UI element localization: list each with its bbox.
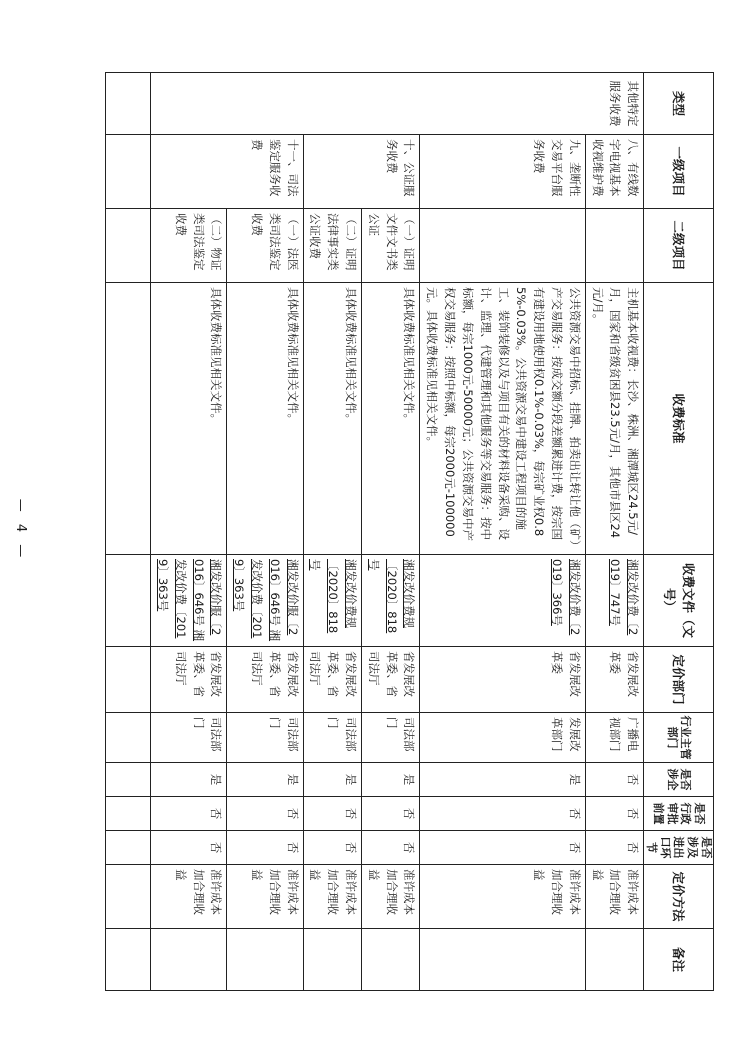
standard-cell: 主机基本收视费：长沙、株洲、湘潭城区24.5元/月，国家和省级贫困县23.5元/月，其他市县区24元/月。 — [585, 283, 643, 555]
table-row — [151, 73, 227, 991]
industry-dept-cell: 广播电视部门 — [585, 713, 643, 763]
header-level1: 一级项目 — [644, 135, 714, 209]
blank-cell — [106, 713, 151, 763]
document-cell: 湘发改价费规〔2020〕818号 — [362, 555, 420, 647]
industry-dept-cell: 发展改革部门 — [420, 713, 585, 763]
header-standard: 收费标准 — [644, 283, 714, 555]
industry-dept-cell: 司法部门 — [151, 713, 227, 763]
remark-cell — [362, 929, 420, 991]
document-cell: 湘发改价费规〔2020〕818号 — [303, 555, 361, 647]
blank-cell — [106, 929, 151, 991]
type-cell: 其他特定服务收费 — [151, 73, 644, 135]
remark-cell — [151, 929, 227, 991]
pricing-dept-cell: 省发展改革委、省司法厅 — [303, 647, 361, 713]
document-cell: 湘发改价服〔2016〕646号 湘发改价费〔2019〕363号 — [151, 555, 227, 647]
header-row — [644, 73, 714, 991]
approval-cell: 否 — [585, 797, 643, 831]
enterprise-cell: 否 — [585, 763, 643, 797]
export-cell: 否 — [227, 831, 303, 865]
table-row — [585, 73, 643, 991]
blank-cell — [106, 283, 151, 555]
remark-cell — [227, 929, 303, 991]
level1-cell: 八、有线数字电视基本收视维护费 — [585, 135, 643, 209]
pricing-dept-cell: 省发展改革委 — [585, 647, 643, 713]
blank-cell — [106, 647, 151, 713]
enterprise-cell: 是 — [362, 763, 420, 797]
export-cell: 否 — [151, 831, 227, 865]
export-cell: 否 — [420, 831, 585, 865]
standard-cell: 具体收费标准见相关文件。 — [151, 283, 227, 555]
remark-cell — [585, 929, 643, 991]
blank-cell — [106, 797, 151, 831]
enterprise-cell: 是 — [303, 763, 361, 797]
standard-cell: 具体收费标准见相关文件。 — [303, 283, 361, 555]
table-row — [227, 73, 303, 991]
header-remarks: 备注 — [644, 929, 714, 991]
header-involves-enterprise: 是否涉企 — [644, 763, 714, 797]
level1-cell: 十一、司法鉴定服务收费 — [151, 135, 304, 209]
industry-dept-cell: 司法部门 — [303, 713, 361, 763]
export-cell: 否 — [362, 831, 420, 865]
table-row — [303, 73, 361, 991]
header-document: 收费文件（文号） — [644, 555, 714, 647]
pricing-dept-cell: 省发展改革委、省司法厅 — [362, 647, 420, 713]
blank-cell — [106, 209, 151, 283]
standard-cell: 具体收费标准见相关文件。 — [227, 283, 303, 555]
blank-cell — [106, 831, 151, 865]
pricing-dept-cell: 省发展改革委、省司法厅 — [227, 647, 303, 713]
approval-cell: 否 — [227, 797, 303, 831]
approval-cell: 否 — [151, 797, 227, 831]
level2-cell: （一）证明文件文书类公证 — [362, 209, 420, 283]
level2-cell — [585, 209, 643, 283]
level2-cell: （二）物证类司法鉴定收费 — [151, 209, 227, 283]
pricing-dept-cell: 省发展改革委 — [420, 647, 585, 713]
blank-cell — [106, 135, 151, 209]
table-row — [362, 73, 420, 991]
header-type: 类型 — [644, 73, 714, 135]
document-cell: 湘发改价服〔2016〕646号 湘发改价费〔2019〕363号 — [227, 555, 303, 647]
standard-cell: 具体收费标准见相关文件。 — [362, 283, 420, 555]
fee-table — [105, 72, 714, 991]
method-cell: 准许成本加合理收益 — [227, 865, 303, 929]
remark-cell — [303, 929, 361, 991]
method-cell: 准许成本加合理收益 — [151, 865, 227, 929]
header-level2: 二级项目 — [644, 209, 714, 283]
export-cell: 否 — [303, 831, 361, 865]
method-cell: 准许成本加合理收益 — [303, 865, 361, 929]
blank-row — [106, 73, 151, 991]
standard-cell: 公共资源交易中招标、挂牌、拍卖出让转让他（矿）产交易服务：按成交额分段差额累进计费，按宗国有建设用地使用权0.1%-0.03%，每宗矿业权0.85%-0.03%。公共资源交易中建设工程项目的施工、装饰装修以及与项目有关的材料设备采购、设计、监理、代建管理和其他服务等交易服务：按中标额，每宗1000元-50000元；公共资源交易中产权交易服务：按照中标额，每宗2000元-100000元。具体收费标准见相关文件。 — [420, 283, 585, 555]
approval-cell: 否 — [362, 797, 420, 831]
remark-cell — [420, 929, 585, 991]
header-involves-export: 是否涉及进出口环节 — [644, 831, 714, 865]
pricing-dept-cell: 省发展改革委、省司法厅 — [151, 647, 227, 713]
header-pricing-dept: 定价部门 — [644, 647, 714, 713]
enterprise-cell: 是 — [420, 763, 585, 797]
blank-cell — [106, 555, 151, 647]
enterprise-cell: 是 — [151, 763, 227, 797]
method-cell: 准许成本加合理收益 — [362, 865, 420, 929]
header-industry-dept: 行业主管部门 — [644, 713, 714, 763]
level2-cell — [420, 209, 585, 283]
level1-cell: 十、公证服务收费 — [303, 135, 420, 209]
blank-cell — [106, 73, 151, 135]
blank-cell — [106, 763, 151, 797]
header-pricing-method: 定价方法 — [644, 865, 714, 929]
page-number: — 4 — — [13, 498, 28, 562]
export-cell: 否 — [585, 831, 643, 865]
table-row — [420, 73, 585, 991]
method-cell: 准许成本加合理收益 — [420, 865, 585, 929]
document-cell: 湘发改价费〔2019〕366号 — [420, 555, 585, 647]
header-involves-approval: 是否行政审批前置 — [644, 797, 714, 831]
document-cell: 湘发改价费〔2019〕747号 — [585, 555, 643, 647]
industry-dept-cell: 司法部门 — [227, 713, 303, 763]
approval-cell: 否 — [420, 797, 585, 831]
level2-cell: （一）法医类司法鉴定收费 — [227, 209, 303, 283]
level2-cell: （二）证明法律事实类公证收费 — [303, 209, 361, 283]
blank-cell — [106, 865, 151, 929]
industry-dept-cell: 司法部门 — [362, 713, 420, 763]
enterprise-cell: 是 — [227, 763, 303, 797]
approval-cell: 否 — [303, 797, 361, 831]
method-cell: 准许成本加合理收益 — [585, 865, 643, 929]
level1-cell: 九、垄断性交易平台服务收费 — [420, 135, 585, 209]
